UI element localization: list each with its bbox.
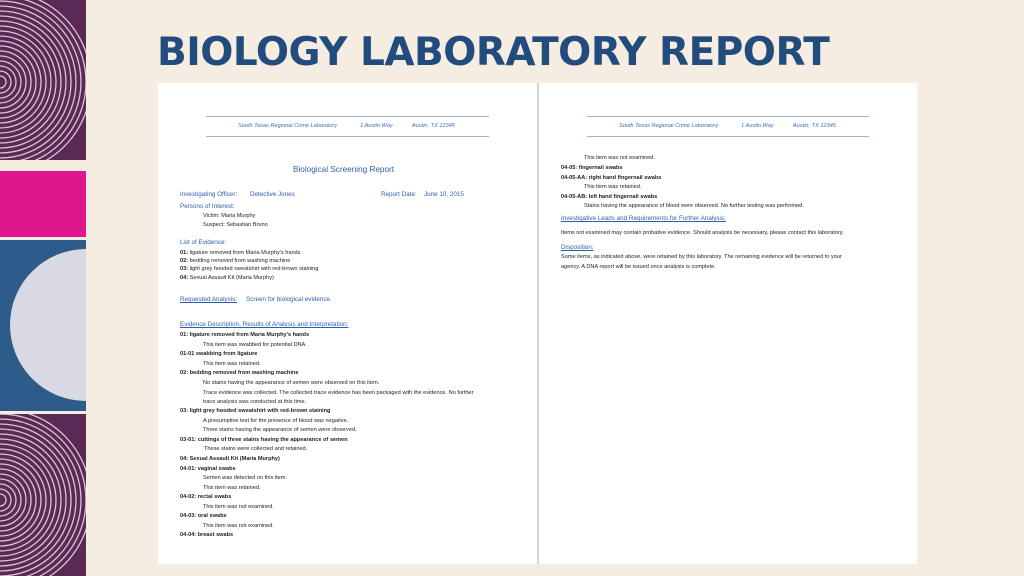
- evidence-text: light grey hooded sweatshirt with red-brown staining: [189, 266, 319, 272]
- evidence-list-item: [180, 251, 300, 257]
- item-note: Trace evidence was collected. The collected trace evidence has been packaged with the evidence. No further: [203, 390, 474, 396]
- evidence-list-heading: List of Evidence:: [180, 239, 227, 246]
- item-note: Stains having the appearance of blood were observed. No further testing was performed.: [584, 203, 804, 209]
- letterhead-lab: South Texas Regional Crime Laboratory: [238, 123, 338, 129]
- item-note: This item was not examined.: [584, 155, 655, 161]
- item-heading: 04-05: fingernail swabs: [561, 165, 623, 171]
- sidebar-magenta-block: [0, 171, 86, 237]
- header-rule-bottom: [587, 136, 869, 137]
- suspect: Suspect: Sebastian Bruno: [203, 222, 268, 228]
- slide-title: BIOLOGY LABORATORY REPORT: [157, 30, 830, 75]
- item-heading: 01-01 swabbing from ligature: [180, 351, 258, 357]
- item-heading: 04-03: oral swabs: [180, 513, 227, 519]
- letterhead-address: 1 Austin Way: [360, 123, 393, 129]
- item-heading: 03: light grey hooded sweatshirt with red-brown staining: [180, 408, 331, 414]
- letterhead-city: Austin, TX 12345: [412, 123, 455, 129]
- report-page-2: [539, 83, 917, 564]
- item-note: This item was not examined.: [203, 523, 274, 529]
- item-note: A presumptive test for the presence of blood was negative.: [203, 418, 349, 424]
- item-heading: 03-01: cuttings of three stains having the appearance of semen: [180, 437, 348, 443]
- item-note: This item was retained.: [584, 184, 642, 190]
- item-note: This item was retained.: [203, 361, 261, 367]
- item-note: trace analysis was conducted at this time.: [203, 399, 307, 405]
- requested-analysis-label: Requested Analysis:: [180, 296, 238, 303]
- item-note: This item was swabbed for potential DNA.: [203, 342, 307, 348]
- evidence-text: bedding removed from washing machine: [189, 258, 291, 264]
- evidence-id: 04:: [180, 275, 189, 281]
- evidence-id: 01:: [180, 250, 189, 256]
- item-heading: 04-04: breast swabs: [180, 532, 234, 538]
- evidence-text: ligature removed from Maria Murphy's hands: [189, 250, 301, 256]
- item-note: Semen was detected on this item.: [203, 475, 287, 481]
- evidence-id: 02:: [180, 258, 189, 264]
- item-note: This item was retained.: [203, 485, 261, 491]
- item-note: This item was not examined.: [203, 504, 274, 510]
- item-heading: 04-05-AB: left hand fingernail swabs: [561, 194, 658, 200]
- evidence-id: 03:: [180, 266, 189, 272]
- officer-label: Investigating Officer:: [180, 191, 238, 198]
- requested-analysis-value: Screen for biological evidence.: [246, 296, 332, 303]
- header-rule-top: [206, 116, 489, 117]
- evidence-list-item: [180, 259, 290, 265]
- item-heading: 02: bedding removed from washing machine: [180, 370, 299, 376]
- item-heading: 04-01: vaginal swabs: [180, 466, 236, 472]
- disposition-heading: Disposition:: [561, 244, 594, 251]
- report-title: Biological Screening Report: [293, 165, 395, 174]
- header-rule-top: [587, 116, 869, 117]
- item-heading: 01: ligature removed from Maria Murphy's hands: [180, 332, 310, 338]
- header-rule-bottom: [206, 136, 489, 137]
- item-note: Three stains having the appearance of semen were observed.: [203, 427, 357, 433]
- evidence-list-item: [180, 267, 318, 273]
- victim: Victim: Maria Murphy: [203, 213, 256, 219]
- evidence-text: Sexual Assault Kit (Maria Murphy): [189, 275, 274, 281]
- disposition-line-1: Some items, as indicated above, were retained by this laboratory. The remaining evidence will be returned to your: [561, 254, 842, 260]
- persons-heading: Persons of Interest:: [180, 203, 235, 210]
- letterhead-city: Austin, TX 12345: [793, 123, 836, 129]
- letterhead-address: 1 Austin Way: [741, 123, 774, 129]
- item-note: No stains having the appearance of semen were observed on this item.: [203, 380, 380, 386]
- item-note: These stains were collected and retained.: [204, 446, 308, 452]
- evidence-description-heading: Evidence Description, Results of Analysis and Interpretation:: [180, 321, 349, 328]
- item-heading: 04-02: rectal swabs: [180, 494, 232, 500]
- report-page-1: [158, 83, 537, 564]
- letterhead-lab: South Texas Regional Crime Laboratory: [619, 123, 719, 129]
- officer-value: Detective Jones: [250, 191, 295, 198]
- evidence-list-item: [180, 276, 274, 282]
- item-heading: 04-05-AA: right hand fingernail swabs: [561, 175, 662, 181]
- decorative-sidebar: [0, 0, 86, 576]
- sidebar-purple-bottom: [0, 414, 86, 576]
- disposition-line-2: agency. A DNA report will be issued once analysis is complete.: [561, 264, 716, 270]
- item-heading: 04: Sexual Assault Kit (Maria Murphy): [180, 456, 280, 462]
- leads-heading: Investigative Leads and Requirements for Further Analysis:: [561, 215, 726, 222]
- leads-text: Items not examined may contain probative evidence. Should analysis be necessary, please contact this laboratory.: [561, 230, 844, 236]
- report-date-value: June 10, 2015: [424, 191, 464, 198]
- report-date-label: Report Date:: [381, 191, 417, 198]
